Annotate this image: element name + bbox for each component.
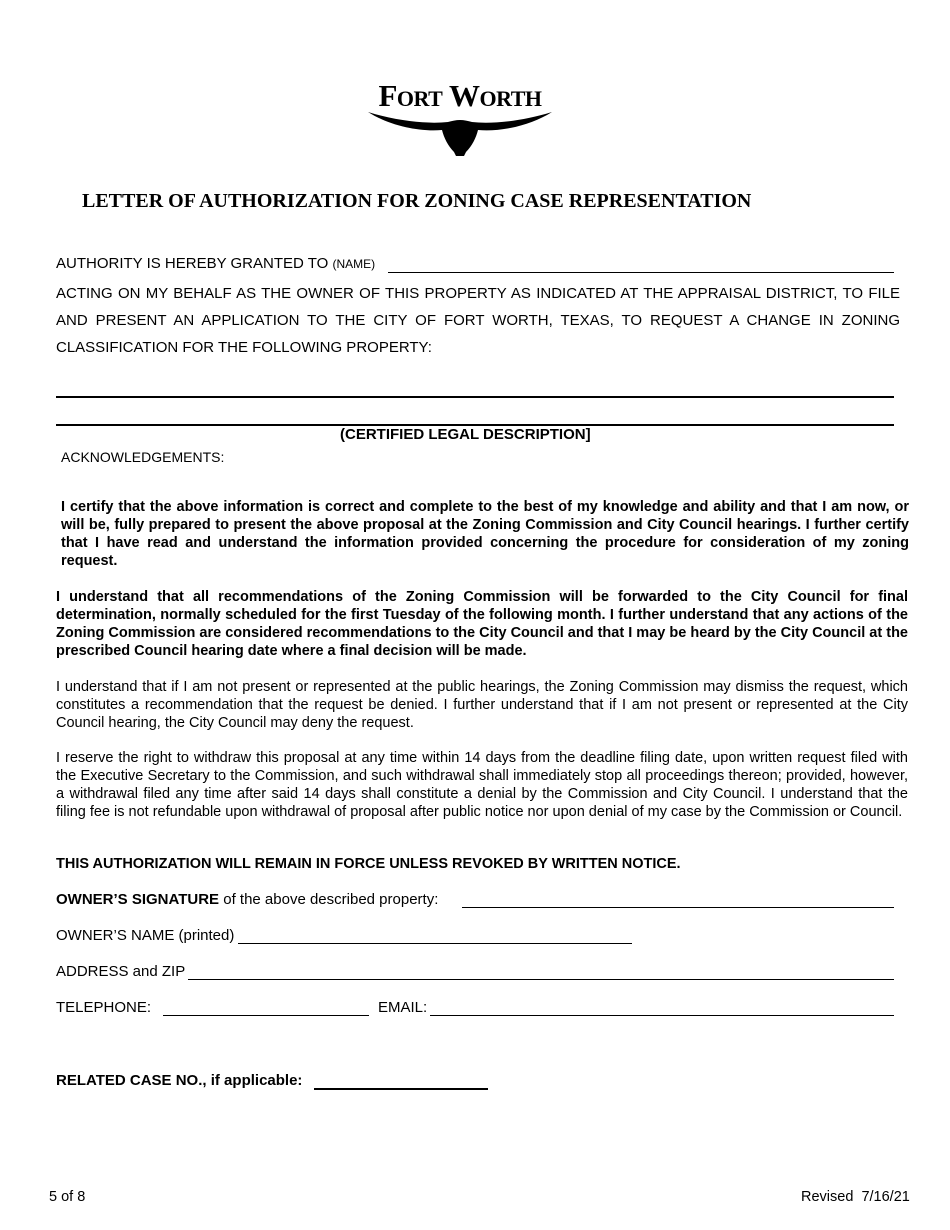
- acting-paragraph: ACTING ON MY BEHALF AS THE OWNER OF THIS PROPERTY AS INDICATED AT THE APPRAISAL DISTRICT, TO FILE AND PRESENT AN APPLICATION TO THE CITY OF FORT WORTH, TEXAS, TO REQUEST A CHANGE IN ZONING CLASSIFICATION FOR THE FOLLOWING PROPERTY:: [56, 285, 900, 356]
- owner-signature-field[interactable]: [462, 890, 894, 908]
- authority-granted-label: AUTHORITY IS HEREBY GRANTED TO: [56, 255, 329, 272]
- longhorn-icon: [360, 108, 560, 160]
- certify-paragraph: I certify that the above information is correct and complete to the best of my knowledge and ability and that I am now, or will be, fully prepared to present the above proposal at the Zoning Commission and City Council hearings. I further certify that I have read and understand the information provided concerning the procedure for consideration of my zoning request.: [61, 499, 909, 569]
- signature-label-row: [56, 890, 438, 910]
- telephone-label: TELEPHONE:: [56, 999, 152, 1016]
- withdraw-paragraph: I reserve the right to withdraw this proposal at any time within 14 days from the deadline filing date, upon written request filed with the Executive Secretary to the Commission, and such withdrawal shall immediately stop all proceedings thereon; provided, however, a withdrawal filed any time after said 14 days shall constitute a denial by the Commission and City Council. I understand that the filing fee is not refundable upon withdrawal of proposal after public notice nor upon denial of my case by the Commission or Council.: [56, 750, 908, 820]
- name-hint: (NAME): [332, 257, 376, 271]
- signature-bold-label: OWNER’S SIGNATURE: [56, 891, 220, 908]
- telephone-field[interactable]: [163, 998, 369, 1016]
- email-label: EMAIL:: [378, 999, 428, 1016]
- owner-name-field[interactable]: [238, 926, 632, 944]
- force-notice: THIS AUTHORIZATION WILL REMAIN IN FORCE UNLESS REVOKED BY WRITTEN NOTICE.: [56, 856, 681, 872]
- fort-worth-logo: [360, 78, 560, 160]
- legal-description-line-2[interactable]: [56, 408, 894, 426]
- revised-date: Revised 7/16/21: [801, 1189, 910, 1205]
- page-title: LETTER OF AUTHORIZATION FOR ZONING CASE REPRESENTATION: [82, 190, 752, 212]
- signature-rest-label: of the above described property:: [223, 891, 439, 908]
- related-case-field[interactable]: [314, 1071, 488, 1090]
- logo-text: Fort Worth: [378, 78, 542, 113]
- legal-description-line-1[interactable]: [56, 380, 894, 398]
- owner-name-label: OWNER’S NAME (printed): [56, 927, 235, 944]
- address-field[interactable]: [188, 962, 894, 980]
- email-field[interactable]: [430, 998, 894, 1016]
- not-present-paragraph: I understand that if I am not present or represented at the public hearings, the Zoning Commission may dismiss the request, which constitutes a recommendation that the request be denied. I further understand that if I am not present or represented at the City Council hearing, the City Council may deny the request.: [56, 679, 908, 731]
- page-number: 5 of 8: [49, 1189, 86, 1205]
- authorized-name-field[interactable]: [388, 254, 894, 273]
- authority-label-row: [56, 254, 375, 274]
- related-case-label: RELATED CASE NO., if applicable:: [56, 1072, 303, 1089]
- recommendations-paragraph: I understand that all recommendations of the Zoning Commission will be forwarded to the City Council for final determination, normally scheduled for the first Tuesday of the following month. I further understand that any actions of the Zoning Commission are considered recommendations to the City Council and that I may be heard by the City Council at the prescribed Council hearing date where a final decision will be made.: [56, 589, 908, 659]
- legal-description-label: (CERTIFIED LEGAL DESCRIPTION]: [340, 426, 591, 443]
- acknowledgements-label: ACKNOWLEDGEMENTS:: [61, 449, 225, 465]
- address-label: ADDRESS and ZIP: [56, 963, 186, 980]
